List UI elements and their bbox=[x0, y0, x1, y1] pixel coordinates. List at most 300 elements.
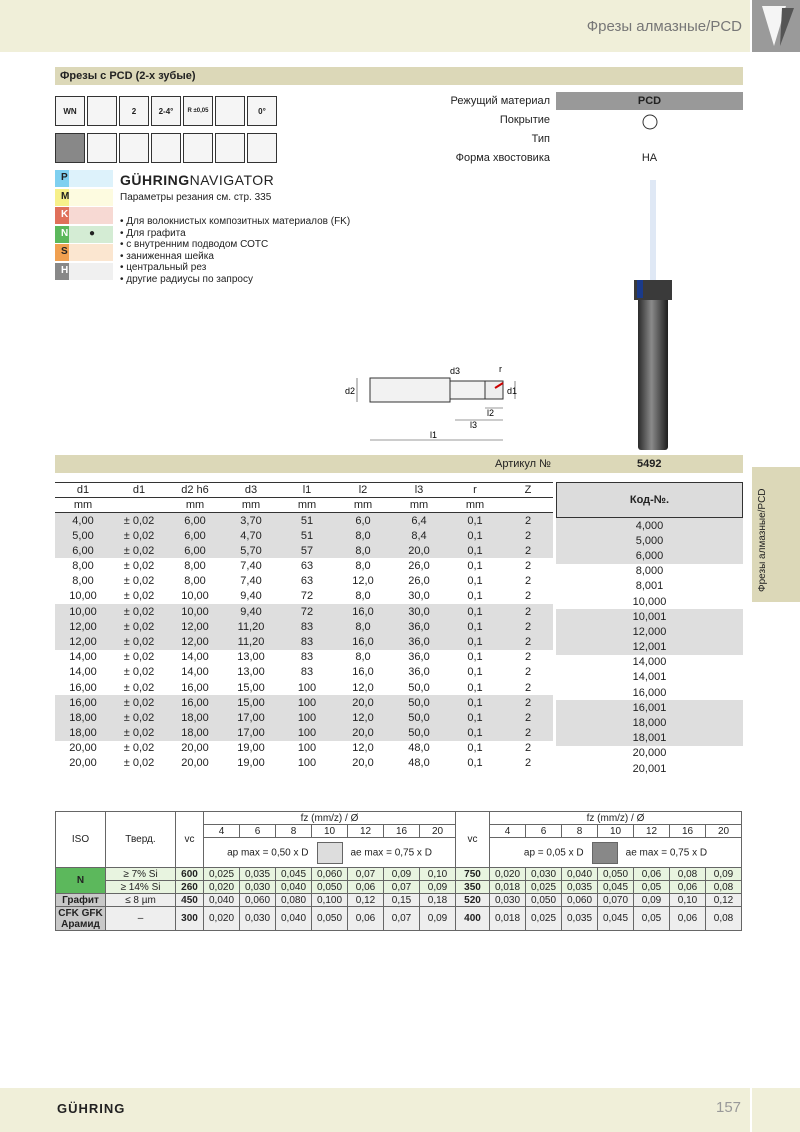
table-cell: 5,70 bbox=[240, 544, 262, 557]
table-cell: 20,0 bbox=[352, 696, 374, 709]
property-row-coating bbox=[400, 111, 743, 129]
fz-value: 0,07 bbox=[348, 868, 384, 881]
table-cell: 8,0 bbox=[355, 590, 371, 603]
coolant-icon bbox=[215, 96, 245, 126]
unit-cell: mm bbox=[279, 498, 335, 513]
right-engagement bbox=[490, 838, 742, 868]
unit-cell: mm bbox=[55, 498, 111, 513]
table-cell: 2 bbox=[524, 651, 532, 664]
code-row[interactable] bbox=[556, 579, 743, 594]
order-code: 8,001 bbox=[635, 580, 664, 593]
property-label: Тип bbox=[531, 133, 550, 145]
fz-value: 0,06 bbox=[634, 868, 670, 881]
table-cell: 19,00 bbox=[237, 757, 265, 770]
order-code: 18,001 bbox=[632, 732, 667, 745]
table-cell: 2 bbox=[524, 514, 532, 527]
table-cell: ± 0,02 bbox=[123, 681, 155, 694]
table-cell: 8,0 bbox=[355, 529, 371, 542]
side-milling-icon bbox=[592, 842, 618, 864]
iso-code: M bbox=[61, 190, 70, 202]
table-cell: 2 bbox=[524, 560, 532, 573]
fz-value: 0,018 bbox=[490, 907, 526, 931]
table-cell: 8,00 bbox=[184, 575, 206, 588]
ap-max-left: ap max = 0,50 x D bbox=[227, 847, 309, 859]
fz-value: 0,09 bbox=[706, 868, 742, 881]
table-cell: 100 bbox=[297, 742, 317, 755]
table-cell: 30,0 bbox=[408, 590, 430, 603]
table-row bbox=[55, 680, 553, 695]
page-number: 157 bbox=[716, 1099, 742, 1116]
cutting-row bbox=[56, 868, 742, 881]
table-cell: 2 bbox=[524, 742, 532, 755]
icon-label: 2-4° bbox=[158, 106, 174, 116]
table-cell: 20,00 bbox=[69, 742, 97, 755]
helix-angle-icon bbox=[151, 96, 181, 126]
table-cell: 17,00 bbox=[237, 711, 265, 724]
table-cell: 100 bbox=[297, 727, 317, 740]
code-row[interactable] bbox=[556, 533, 743, 548]
table-row bbox=[55, 650, 553, 665]
table-cell: 0,1 bbox=[467, 605, 483, 618]
feature-list bbox=[120, 216, 350, 285]
order-code: 12,001 bbox=[632, 641, 667, 654]
table-cell: 20,00 bbox=[181, 742, 209, 755]
table-cell: 2 bbox=[524, 727, 532, 740]
table-cell: ± 0,02 bbox=[123, 635, 155, 648]
label-l1: l1 bbox=[430, 430, 438, 440]
code-row[interactable] bbox=[556, 685, 743, 700]
table-cell: 2 bbox=[524, 757, 532, 770]
table-cell: 6,00 bbox=[184, 514, 206, 527]
table-cell: 0,1 bbox=[467, 742, 483, 755]
fz-value: 0,035 bbox=[562, 881, 598, 894]
table-cell: 14,00 bbox=[69, 651, 97, 664]
table-cell: 8,4 bbox=[411, 529, 427, 542]
table-cell: 12,00 bbox=[181, 635, 209, 648]
table-cell: 13,00 bbox=[237, 651, 265, 664]
table-cell: 48,0 bbox=[408, 757, 430, 770]
table-cell: ± 0,02 bbox=[123, 620, 155, 633]
diameter-cell: 12 bbox=[634, 825, 670, 838]
footer-brand: GÜHRING bbox=[57, 1101, 126, 1116]
code-row[interactable] bbox=[556, 746, 743, 761]
table-cell: 8,0 bbox=[355, 651, 371, 664]
ap-right: ap = 0,05 x D bbox=[523, 847, 584, 859]
fz-value: 0,10 bbox=[420, 868, 456, 881]
table-cell: 30,0 bbox=[408, 605, 430, 618]
label-d1: d1 bbox=[507, 386, 518, 396]
order-code: 20,000 bbox=[632, 747, 667, 760]
fz-value: 0,045 bbox=[276, 868, 312, 881]
column-header: d1 bbox=[111, 483, 167, 498]
iso-code: P bbox=[61, 172, 68, 183]
code-row[interactable] bbox=[556, 715, 743, 730]
table-cell: 36,0 bbox=[408, 666, 430, 679]
fz-header: fz (mm/z) / Ø bbox=[204, 812, 456, 825]
table-row bbox=[55, 634, 553, 649]
code-row[interactable] bbox=[556, 548, 743, 563]
table-cell: 50,0 bbox=[408, 711, 430, 724]
diameter-cell: 16 bbox=[384, 825, 420, 838]
table-row bbox=[55, 695, 553, 710]
iso-material-cell: Графит bbox=[56, 894, 106, 907]
table-cell: 12,0 bbox=[352, 681, 374, 694]
table-cell: 16,0 bbox=[352, 605, 374, 618]
vc-header: vc bbox=[456, 812, 490, 868]
order-code: 6,000 bbox=[635, 549, 664, 562]
table-cell: 10,00 bbox=[181, 590, 209, 603]
code-header: Код-№. bbox=[556, 482, 743, 518]
table-cell: 20,00 bbox=[69, 757, 97, 770]
table-cell: 6,00 bbox=[184, 544, 206, 557]
fz-value: 0,050 bbox=[526, 894, 562, 907]
shank-icon bbox=[87, 96, 117, 126]
iso-group-k bbox=[55, 207, 113, 224]
fz-value: 0,045 bbox=[598, 907, 634, 931]
footer-corner bbox=[752, 1088, 800, 1132]
fz-value: 0,100 bbox=[312, 894, 348, 907]
table-cell: 0,1 bbox=[467, 620, 483, 633]
order-code: 10,001 bbox=[632, 610, 667, 623]
table-cell: 18,00 bbox=[181, 727, 209, 740]
table-cell: 11,20 bbox=[237, 635, 265, 648]
cutting-row bbox=[56, 907, 742, 931]
iso-group-n bbox=[55, 226, 113, 243]
diameter-cell: 6 bbox=[526, 825, 562, 838]
iso-header: ISO bbox=[56, 812, 106, 868]
table-cell: 12,00 bbox=[69, 620, 97, 633]
op-pocket-icon bbox=[151, 133, 181, 163]
order-code: 4,000 bbox=[635, 519, 664, 532]
code-row[interactable] bbox=[556, 670, 743, 685]
table-cell: 2 bbox=[524, 681, 532, 694]
table-cell: 9,40 bbox=[240, 605, 262, 618]
table-cell: 50,0 bbox=[408, 681, 430, 694]
table-cell: 8,0 bbox=[355, 544, 371, 557]
table-cell: 6,4 bbox=[411, 514, 427, 527]
fz-value: 0,045 bbox=[598, 881, 634, 894]
fz-value: 0,020 bbox=[490, 868, 526, 881]
iso-group-p bbox=[55, 170, 113, 187]
iso-group-h bbox=[55, 263, 113, 280]
table-cell: 50,0 bbox=[408, 696, 430, 709]
table-cell: ± 0,02 bbox=[123, 696, 155, 709]
cutting-table-body bbox=[56, 812, 742, 931]
code-row[interactable] bbox=[556, 700, 743, 715]
fz-value: 0,080 bbox=[276, 894, 312, 907]
table-header-row bbox=[55, 483, 553, 498]
table-cell: ± 0,02 bbox=[123, 590, 155, 603]
table-cell: 48,0 bbox=[408, 742, 430, 755]
fz-value: 0,050 bbox=[312, 881, 348, 894]
diameter-cell: 20 bbox=[420, 825, 456, 838]
fz-value: 0,070 bbox=[598, 894, 634, 907]
table-cell: 12,00 bbox=[181, 620, 209, 633]
iso-material-cell: CFK GFK Арамид bbox=[56, 907, 106, 931]
unit-cell bbox=[503, 498, 553, 513]
table-cell: 100 bbox=[297, 711, 317, 724]
unit-cell: mm bbox=[447, 498, 503, 513]
fz-value: 0,12 bbox=[348, 894, 384, 907]
table-cell: 12,0 bbox=[352, 711, 374, 724]
op-side-milling-icon bbox=[119, 133, 149, 163]
table-row bbox=[55, 513, 553, 528]
table-cell: 2 bbox=[524, 620, 532, 633]
table-cell: 51 bbox=[300, 514, 314, 527]
table-cell: 0,1 bbox=[467, 696, 483, 709]
property-label: Режущий материал bbox=[450, 95, 550, 107]
iso-code: H bbox=[61, 264, 69, 276]
property-label: Покрытие bbox=[499, 114, 550, 126]
table-cell: 8,0 bbox=[355, 620, 371, 633]
column-header: r bbox=[447, 483, 503, 498]
column-header: d3 bbox=[223, 483, 279, 498]
fz-value: 0,12 bbox=[706, 894, 742, 907]
table-cell: 10,00 bbox=[181, 605, 209, 618]
ae-max-right: ae max = 0,75 x D bbox=[625, 847, 708, 859]
tool-photo bbox=[620, 170, 690, 460]
table-cell: 20,0 bbox=[352, 727, 374, 740]
iso-n-cell: N bbox=[56, 868, 106, 894]
fz-value: 0,050 bbox=[598, 868, 634, 881]
diameter-cell: 20 bbox=[706, 825, 742, 838]
table-cell: ± 0,02 bbox=[123, 560, 155, 573]
unit-cell bbox=[111, 498, 167, 513]
property-row-type bbox=[400, 130, 743, 148]
fz-value: 0,09 bbox=[384, 868, 420, 881]
corner-logo bbox=[752, 0, 800, 52]
side-tab-label: Фрезы алмазные/PCD bbox=[757, 488, 768, 592]
table-cell: ± 0,02 bbox=[123, 727, 155, 740]
fz-header: fz (mm/z) / Ø bbox=[490, 812, 742, 825]
table-cell: ± 0,02 bbox=[123, 651, 155, 664]
table-cell: 0,1 bbox=[467, 575, 483, 588]
table-cell: ± 0,02 bbox=[123, 529, 155, 542]
table-cell: 16,00 bbox=[181, 681, 209, 694]
flutes-icon bbox=[119, 96, 149, 126]
wn-standard-icon bbox=[55, 96, 85, 126]
hardness-cell: – bbox=[106, 907, 176, 931]
table-cell: 2 bbox=[524, 575, 532, 588]
table-cell: ± 0,02 bbox=[123, 757, 155, 770]
table-row bbox=[55, 528, 553, 543]
table-cell: 14,00 bbox=[181, 666, 209, 679]
rake-angle-icon bbox=[247, 96, 277, 126]
fz-value: 0,025 bbox=[204, 868, 240, 881]
icon-label: 2 bbox=[131, 106, 137, 116]
table-cell: 83 bbox=[300, 620, 314, 633]
fz-value: 0,030 bbox=[240, 907, 276, 931]
fz-value: 0,030 bbox=[490, 894, 526, 907]
table-cell: 0,1 bbox=[467, 635, 483, 648]
op-drill-icon bbox=[247, 133, 277, 163]
table-cell: 36,0 bbox=[408, 635, 430, 648]
table-cell: 51 bbox=[300, 529, 314, 542]
table-cell: 5,00 bbox=[72, 529, 94, 542]
diameter-cell: 8 bbox=[276, 825, 312, 838]
vc-header: vc bbox=[176, 812, 204, 868]
diameter-cell: 10 bbox=[598, 825, 634, 838]
table-cell: 16,00 bbox=[181, 696, 209, 709]
table-cell: 10,00 bbox=[69, 605, 97, 618]
label-d2: d2 bbox=[345, 386, 356, 396]
code-row[interactable] bbox=[556, 655, 743, 670]
table-cell: 6,00 bbox=[184, 529, 206, 542]
table-cell: 0,1 bbox=[467, 681, 483, 694]
article-number: 5492 bbox=[637, 458, 662, 470]
table-cell: 0,1 bbox=[467, 757, 483, 770]
table-cell: 0,1 bbox=[467, 514, 483, 527]
feature-item: • другие радиусы по запросу bbox=[120, 273, 253, 285]
feature-item: • заниженная шейка bbox=[120, 250, 214, 262]
fz-value: 0,08 bbox=[706, 907, 742, 931]
cutting-row bbox=[56, 881, 742, 894]
fz-value: 0,09 bbox=[420, 881, 456, 894]
label-l3: l3 bbox=[470, 420, 478, 430]
code-row[interactable] bbox=[556, 731, 743, 746]
iso-code: K bbox=[61, 209, 69, 220]
article-label: Артикул № bbox=[495, 458, 551, 470]
table-cell: 19,00 bbox=[237, 742, 265, 755]
table-cell: 2 bbox=[524, 711, 532, 724]
code-row[interactable] bbox=[556, 640, 743, 655]
table-unit-row bbox=[55, 498, 553, 513]
code-row[interactable] bbox=[556, 761, 743, 776]
table-cell: 36,0 bbox=[408, 620, 430, 633]
slot-milling-icon bbox=[317, 842, 343, 864]
order-code: 16,001 bbox=[632, 701, 667, 714]
table-cell: 13,00 bbox=[237, 666, 265, 679]
fz-value: 0,060 bbox=[312, 868, 348, 881]
code-row[interactable] bbox=[556, 594, 743, 609]
table-cell: ± 0,02 bbox=[123, 666, 155, 679]
table-body bbox=[55, 513, 553, 771]
table-row bbox=[55, 756, 553, 771]
table-cell: 6,00 bbox=[72, 544, 94, 557]
fz-value: 0,040 bbox=[276, 907, 312, 931]
property-label: Форма хвостовика bbox=[455, 152, 550, 164]
table-cell: 8,0 bbox=[355, 560, 371, 573]
table-cell: 0,1 bbox=[467, 590, 483, 603]
vc-value: 350 bbox=[456, 881, 490, 894]
code-table-body bbox=[556, 518, 743, 776]
table-cell: 12,0 bbox=[352, 575, 374, 588]
table-cell: 18,00 bbox=[181, 711, 209, 724]
fz-value: 0,05 bbox=[634, 907, 670, 931]
fz-value: 0,07 bbox=[384, 907, 420, 931]
table-cell: 36,0 bbox=[408, 651, 430, 664]
vc-value: 300 bbox=[176, 907, 204, 931]
code-row[interactable] bbox=[556, 518, 743, 533]
diameter-cell: 16 bbox=[670, 825, 706, 838]
hardness-header: Тверд. bbox=[106, 812, 176, 868]
table-cell: 9,40 bbox=[240, 590, 262, 603]
op-ramp-icon bbox=[183, 133, 213, 163]
table-cell: 16,0 bbox=[352, 635, 374, 648]
fz-value: 0,020 bbox=[204, 881, 240, 894]
navigator-note: Параметры резания см. стр. 335 bbox=[120, 192, 272, 203]
code-row[interactable] bbox=[556, 564, 743, 579]
iso-group-s bbox=[55, 244, 113, 261]
left-engagement bbox=[204, 838, 456, 868]
cutting-data-table bbox=[55, 811, 742, 931]
table-cell: 0,1 bbox=[467, 560, 483, 573]
dimensions-table bbox=[55, 482, 553, 771]
technical-drawing bbox=[345, 358, 525, 450]
diameter-cell: 6 bbox=[240, 825, 276, 838]
fz-value: 0,018 bbox=[490, 881, 526, 894]
order-code: 16,000 bbox=[632, 686, 667, 699]
feature-item: • Для волокнистых композитных материалов (FK) bbox=[120, 216, 351, 227]
table-row bbox=[55, 574, 553, 589]
fz-value: 0,025 bbox=[526, 881, 562, 894]
ae-max-left: ae max = 0,75 x D bbox=[350, 847, 432, 859]
diamond-logo-icon bbox=[752, 0, 800, 52]
table-cell: 0,1 bbox=[467, 666, 483, 679]
radius-tolerance-icon bbox=[183, 96, 213, 126]
table-cell: 2 bbox=[524, 635, 532, 648]
fz-value: 0,06 bbox=[348, 907, 384, 931]
vc-value: 260 bbox=[176, 881, 204, 894]
table-cell: ± 0,02 bbox=[123, 514, 155, 527]
feature-item: • Для графита bbox=[120, 227, 186, 239]
fz-value: 0,040 bbox=[276, 881, 312, 894]
table-row bbox=[55, 741, 553, 756]
column-header: d2 h6 bbox=[167, 483, 223, 498]
fz-value: 0,050 bbox=[312, 907, 348, 931]
table-row bbox=[55, 726, 553, 741]
column-header: d1 bbox=[55, 483, 111, 498]
diameter-cell: 4 bbox=[490, 825, 526, 838]
table-cell: 6,0 bbox=[355, 514, 371, 527]
fz-value: 0,18 bbox=[420, 894, 456, 907]
order-code: 14,001 bbox=[632, 671, 667, 684]
code-row[interactable] bbox=[556, 609, 743, 624]
fz-value: 0,06 bbox=[670, 907, 706, 931]
property-row-shank bbox=[400, 149, 743, 167]
op-contour-icon bbox=[215, 133, 245, 163]
table-cell: 12,0 bbox=[352, 742, 374, 755]
table-cell: 0,1 bbox=[467, 711, 483, 724]
table-cell: 16,00 bbox=[69, 681, 97, 694]
label-l2: l2 bbox=[487, 408, 495, 418]
table-cell: 63 bbox=[300, 560, 314, 573]
table-cell: 63 bbox=[300, 575, 314, 588]
fz-value: 0,08 bbox=[706, 881, 742, 894]
fz-value: 0,05 bbox=[634, 881, 670, 894]
iso-dot: ● bbox=[89, 227, 96, 239]
diameter-cell: 4 bbox=[204, 825, 240, 838]
table-row bbox=[55, 710, 553, 725]
iso-code: N bbox=[61, 227, 69, 239]
vc-value: 600 bbox=[176, 868, 204, 881]
table-cell: 100 bbox=[297, 696, 317, 709]
column-header: l3 bbox=[391, 483, 447, 498]
fz-value: 0,07 bbox=[384, 881, 420, 894]
diameter-cell: 8 bbox=[562, 825, 598, 838]
column-header: l2 bbox=[335, 483, 391, 498]
navigator-logo bbox=[120, 172, 274, 188]
fz-value: 0,06 bbox=[670, 881, 706, 894]
op-plunge-icon bbox=[87, 133, 117, 163]
table-cell: 8,00 bbox=[72, 575, 94, 588]
code-row[interactable] bbox=[556, 624, 743, 639]
table-cell: 2 bbox=[524, 544, 532, 557]
icon-label: 0° bbox=[258, 106, 266, 116]
table-cell: 20,00 bbox=[181, 757, 209, 770]
unit-cell: mm bbox=[335, 498, 391, 513]
order-code: 5,000 bbox=[635, 534, 664, 547]
